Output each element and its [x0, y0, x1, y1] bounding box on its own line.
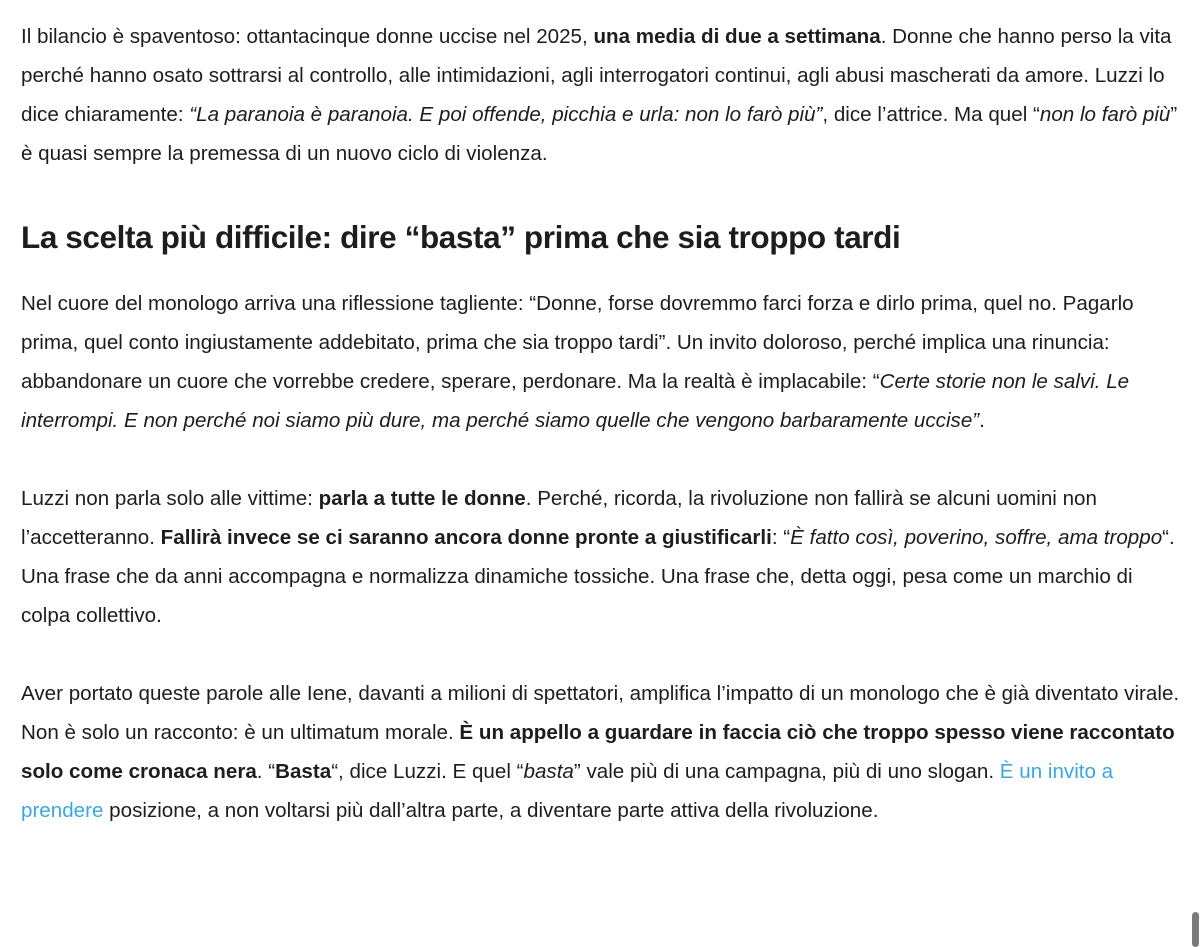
text-run: .	[979, 409, 985, 432]
text-run: “. Una frase che da anni accompagna e normalizza dinamiche tossiche. Una frase che, detta oggi, pesa come un marchio di colpa collettivo.	[21, 526, 1175, 627]
text-run: : “	[771, 526, 791, 549]
bold-text: È un appello a guardare in faccia ciò che troppo spesso viene raccontato solo come cronaca nera	[21, 721, 1175, 783]
text-run: “, dice Luzzi. E quel “	[331, 760, 524, 783]
paragraph-all-women	[21, 479, 1183, 635]
scrollbar-thumb[interactable]	[1192, 912, 1199, 947]
italic-quote: “La paranoia è paranoia. E poi offende, picchia e urla: non lo farò più”	[189, 103, 823, 126]
inline-link[interactable]: È un invito a prendere	[21, 760, 1114, 822]
section-heading: La scelta più difficile: dire “basta” prima che sia troppo tardi	[21, 219, 901, 255]
text-run: ” vale più di una campagna, più di uno slogan.	[573, 760, 1000, 783]
bold-text: parla a tutte le donne	[318, 487, 526, 510]
paragraph-iene-appeal	[21, 674, 1183, 830]
article-body	[21, 17, 1183, 830]
text-run: . “	[256, 760, 276, 783]
text-run: Il bilancio è spaventoso: ottantacinque donne uccise nel 2025,	[21, 25, 594, 48]
text-run: Nel cuore del monologo arriva una riflessione tagliente: “Donne, forse dovremmo farci forza e dirlo prima, quel no. Pagarlo prima, quel conto ingiustamente addebitato, prima che sia troppo tardi”. Un invito doloroso, perché implica una rinuncia: abbandonare un cuore che vorrebbe credere, sperare, perdonare. Ma la realtà è implacabile: “	[21, 292, 1134, 393]
paragraph-monologue-reflection	[21, 284, 1183, 440]
text-run: Luzzi non parla solo alle vittime:	[21, 487, 319, 510]
text-run: posizione, a non voltarsi più dall’altra parte, a diventare parte attiva della rivoluzione.	[103, 799, 879, 822]
italic-quote: È fatto così, poverino, soffre, ama troppo	[790, 526, 1163, 549]
text-run: . Perché, ricorda, la rivoluzione non fallirà se alcuni uomini non l’accetteranno.	[21, 487, 1097, 549]
text-run: . Donne che hanno perso la vita perché hanno osato sottrarsi al controllo, alle intimidazioni, agli interrogatori continui, agli abusi mascherati da amore. Luzzi lo dice chiaramente:	[21, 25, 1172, 126]
text-run: , dice l’attrice. Ma quel “	[822, 103, 1040, 126]
text-run: Aver portato queste parole alle Iene, davanti a milioni di spettatori, amplifica l’impatto di un monologo che è già diventato virale. Non è solo un racconto: è un ultimatum morale.	[21, 682, 1180, 744]
bold-text: una media di due a settimana	[593, 25, 881, 48]
italic-quote: Certe storie non le salvi. Le interrompi. E non perché noi siamo più dure, ma perché siamo quelle che vengono barbaramente uccise”	[21, 370, 1130, 432]
paragraph-statistics	[21, 17, 1183, 173]
italic-quote: non lo farò più	[1039, 103, 1171, 126]
vertical-scrollbar[interactable]	[1188, 0, 1202, 947]
italic-quote: basta	[523, 760, 574, 783]
text-run: ” è quasi sempre la premessa di un nuovo ciclo di violenza.	[21, 103, 1178, 165]
bold-text: Basta	[275, 760, 332, 783]
bold-text: Fallirà invece se ci saranno ancora donne pronte a giustificarli	[160, 526, 772, 549]
